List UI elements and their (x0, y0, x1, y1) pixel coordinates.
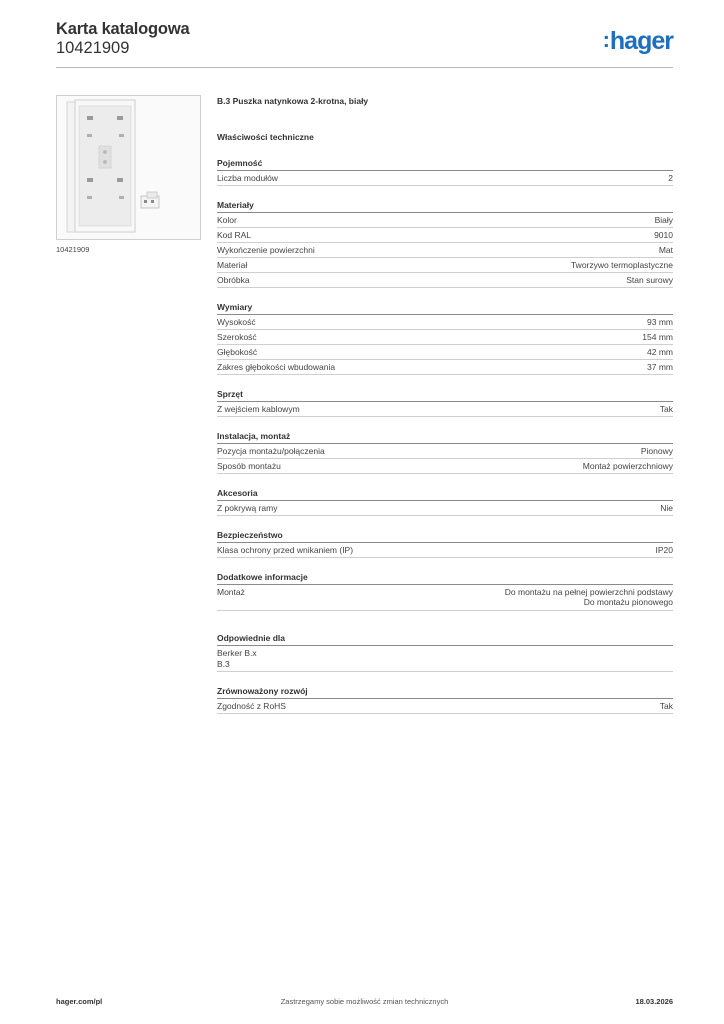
property-value: Nie (660, 503, 673, 513)
property-value: 42 mm (647, 347, 673, 357)
list-item: Berker B.x (217, 647, 257, 658)
table-row (217, 360, 673, 375)
footer-website-link[interactable]: hager.com/pl (56, 997, 103, 1006)
product-details (217, 96, 673, 714)
property-value: 93 mm (647, 317, 673, 327)
group-title: Bezpieczeństwo (217, 530, 673, 543)
hager-logo[interactable]: :hager (602, 27, 673, 55)
property-value: Mat (658, 245, 673, 255)
image-caption: 10421909 (56, 245, 90, 254)
property-value: 37 mm (647, 362, 673, 372)
header-divider (56, 67, 673, 68)
table-row (217, 213, 673, 228)
group-title: Odpowiednie dla (217, 633, 673, 646)
property-value: 2 (668, 173, 673, 183)
property-label: Głębokość (217, 347, 258, 357)
property-label: Klasa ochrony przed wnikaniem (IP) (217, 545, 354, 555)
property-value: Montaż powierzchniowy (582, 461, 673, 471)
page-header (56, 20, 673, 68)
group-bezpieczenstwo (217, 530, 673, 558)
property-value: Stan surowy (626, 275, 673, 285)
logo-text: hager (609, 27, 673, 55)
property-value-line: Do montażu na pełnej powierzchni podstawy (504, 586, 673, 597)
group-dodatkowe (217, 572, 673, 611)
property-label: Zgodność z RoHS (217, 700, 286, 711)
table-row (217, 171, 673, 186)
property-label: Obróbka (217, 275, 250, 285)
table-row (217, 273, 673, 288)
compatible-list (217, 646, 673, 672)
property-value: Tak (659, 700, 673, 711)
group-title: Materiały (217, 200, 673, 213)
property-label: Montaż (217, 586, 245, 597)
property-label: Z wejściem kablowym (217, 404, 300, 414)
group-materialy (217, 200, 673, 288)
property-label: Szerokość (217, 332, 257, 342)
table-row (217, 444, 673, 459)
property-label: Z pokrywą ramy (217, 503, 278, 513)
table-row (217, 501, 673, 516)
property-value: Tworzywo termoplastyczne (570, 260, 673, 270)
group-akcesoria (217, 488, 673, 516)
group-zrownowazony (217, 686, 673, 714)
table-row (217, 585, 673, 611)
property-label: Materiał (217, 260, 248, 270)
product-code: 10421909 (56, 39, 130, 57)
property-label: Wykończenie powierzchni (217, 245, 315, 255)
property-label: Kolor (217, 215, 237, 225)
property-value: 9010 (654, 230, 673, 240)
surface-box-illustration (57, 96, 200, 239)
group-instalacja (217, 431, 673, 474)
table-row (217, 330, 673, 345)
group-odpowiednie (217, 633, 673, 672)
group-wymiary (217, 302, 673, 375)
property-label: Kod RAL (217, 230, 252, 240)
property-label: Wysokość (217, 317, 256, 327)
group-pojemnosc (217, 158, 673, 186)
property-label: Liczba modułów (217, 173, 278, 183)
property-value: Biały (654, 215, 673, 225)
group-title: Akcesoria (217, 488, 673, 501)
property-label: Zakres głębokości wbudowania (217, 362, 336, 372)
property-value: Tak (659, 404, 673, 414)
property-value: 154 mm (642, 332, 673, 342)
table-row (217, 699, 673, 714)
technical-properties-heading: Właściwości techniczne (217, 132, 314, 142)
property-label: Sposób montażu (217, 461, 281, 471)
group-title: Zrównoważony rozwój (217, 686, 673, 699)
document-title: Karta katalogowa (56, 20, 190, 38)
table-row (217, 402, 673, 417)
product-image (56, 95, 201, 240)
table-row (217, 345, 673, 360)
list-item: B.3 (217, 658, 230, 669)
table-row (217, 228, 673, 243)
footer-disclaimer: Zastrzegamy sobie możliwość zmian technicznych (280, 997, 449, 1006)
table-row (217, 459, 673, 474)
property-value: Pionowy (640, 446, 673, 456)
group-title: Instalacja, montaż (217, 431, 673, 444)
group-sprzet (217, 389, 673, 417)
footer-date: 18.03.2026 (635, 997, 673, 1006)
table-row (217, 243, 673, 258)
product-title: B.3 Puszka natynkowa 2-krotna, biały (217, 96, 369, 106)
property-value (505, 587, 673, 608)
property-value: IP20 (655, 545, 673, 555)
group-title: Pojemność (217, 158, 673, 171)
property-label: Pozycja montażu/połączenia (217, 446, 325, 456)
group-title: Wymiary (217, 302, 673, 315)
group-title: Sprzęt (217, 389, 673, 402)
table-row (217, 543, 673, 558)
table-row (217, 258, 673, 273)
table-row (217, 315, 673, 330)
property-value-line: Do montażu pionowego (583, 597, 673, 607)
group-title: Dodatkowe informacje (217, 572, 673, 585)
